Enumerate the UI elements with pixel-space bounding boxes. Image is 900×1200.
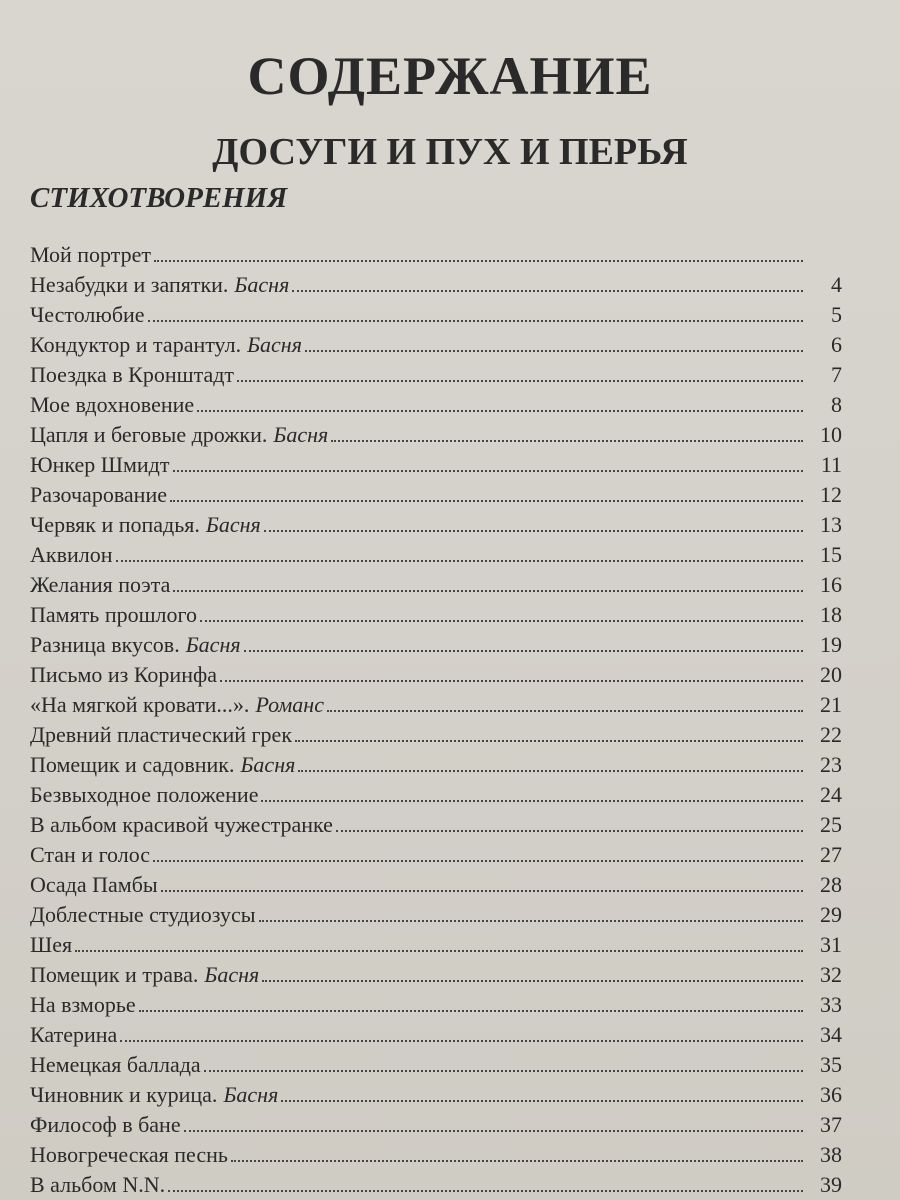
toc-entry-title: Цапля и беговые дрожки. (30, 422, 268, 447)
dot-leader (168, 1190, 803, 1192)
toc-entry-page-number: 7 (831, 362, 842, 387)
toc-entry-title: На взморье (30, 992, 136, 1017)
toc-entry (30, 268, 842, 298)
dot-leader (161, 890, 803, 892)
dot-leader (197, 410, 803, 412)
toc-entry-title: Честолюбие (30, 302, 145, 327)
toc-entry-genre: Басня (234, 272, 290, 297)
dot-leader (262, 980, 803, 982)
dot-leader (170, 500, 803, 502)
toc-entry-page-number: 31 (820, 932, 842, 957)
toc-entry-title: Философ в бане (30, 1112, 181, 1137)
toc-entry-page-number: 19 (820, 632, 842, 657)
toc-entry-page-number: 11 (820, 452, 842, 477)
dot-leader (295, 740, 803, 742)
toc-entry (30, 1108, 842, 1138)
toc-entry (30, 868, 842, 898)
toc-entry-page-number: 8 (831, 392, 842, 417)
toc-entry-page-number: 16 (820, 572, 842, 597)
toc-entry-page-number: 10 (820, 422, 842, 447)
toc-entry-genre: Басня (185, 632, 241, 657)
toc-entry-title: Письмо из Коринфа (30, 662, 217, 687)
toc-entry-page-number: 6 (831, 332, 842, 357)
toc-entry-title: «На мягкой кровати...». (30, 692, 250, 717)
toc-entry-title: Шея (30, 932, 73, 957)
toc-entry-page-number: 37 (820, 1112, 842, 1137)
toc-entry-title: Кондуктор и тарантул. (30, 332, 242, 357)
toc-entry (30, 988, 842, 1018)
dot-leader (237, 380, 803, 382)
toc-entry (30, 658, 842, 688)
toc-entry-genre: Басня (273, 422, 329, 447)
dot-leader (336, 830, 803, 832)
toc-entry-title: Немецкая баллада (30, 1052, 201, 1077)
dot-leader (148, 320, 803, 322)
toc-entry (30, 778, 842, 808)
toc-entry-page-number: 5 (831, 302, 842, 327)
toc-entry-page-number: 33 (820, 992, 842, 1017)
toc-entry-title: В альбом красивой чужестранке (30, 812, 333, 837)
toc-entry-title: Юнкер Шмидт (30, 452, 170, 477)
toc-entry-title: Помещик и садовник. (30, 752, 235, 777)
toc-entry-title: Осада Памбы (30, 872, 158, 897)
dot-leader (298, 770, 803, 772)
toc-entry-page-number: 32 (820, 962, 842, 987)
dot-leader (220, 680, 803, 682)
toc-entry-page-number: 35 (820, 1052, 842, 1077)
toc-entry-page-number: 18 (820, 602, 842, 627)
toc-entry (30, 808, 842, 838)
toc-entry (30, 328, 842, 358)
toc-entry-title: Мой портрет (30, 242, 152, 267)
toc-entry-page-number: 34 (820, 1022, 842, 1047)
toc-entry-page-number: 27 (820, 842, 842, 867)
toc-entry-page-number: 12 (820, 482, 842, 507)
toc-entry-title: Чиновник и курица. (30, 1082, 218, 1107)
toc-entry (30, 1018, 842, 1048)
toc-entry (30, 928, 842, 958)
dot-leader (281, 1100, 803, 1102)
toc-entry-title: Катерина (30, 1022, 118, 1047)
dot-leader (116, 560, 804, 562)
toc-entry-title: Мое вдохновение (30, 392, 195, 417)
dot-leader (200, 620, 803, 622)
toc-entry-genre: Басня (247, 332, 302, 357)
toc-entry-title: Помещик и трава. (30, 962, 199, 987)
toc-entry-genre: Басня (223, 1082, 279, 1107)
dot-leader (261, 800, 803, 802)
toc-entry-title: Стан и голос (30, 842, 151, 867)
toc-entry-page-number: 28 (820, 872, 842, 897)
dot-leader (244, 650, 803, 652)
toc-entry-page-number: 22 (820, 722, 842, 747)
toc-entry-genre: Романс (255, 692, 324, 717)
toc-entry-page-number: 20 (820, 662, 842, 687)
dot-leader (327, 710, 803, 712)
table-of-contents (30, 238, 842, 1198)
toc-entry-genre: Басня (205, 512, 261, 537)
toc-entry (30, 718, 842, 748)
toc-entry-title: Желания поэта (30, 572, 171, 597)
dot-leader (204, 1070, 803, 1072)
toc-entry-title: Разница вкусов. (30, 632, 180, 657)
toc-entry (30, 1078, 842, 1108)
toc-entry-page-number: 38 (820, 1142, 842, 1167)
toc-entry-genre: Басня (204, 962, 260, 987)
toc-entry-page-number: 23 (820, 752, 842, 777)
toc-entry (30, 418, 842, 448)
toc-entry (30, 1048, 842, 1078)
toc-entry-page-number: 21 (820, 692, 842, 717)
toc-entry-title: Поездка в Кронштадт (30, 362, 235, 387)
toc-entry (30, 688, 842, 718)
toc-entry-title: Безвыходное положение (30, 782, 259, 807)
section-heading: ДОСУГИ И ПУХ И ПЕРЬЯ (212, 131, 688, 173)
toc-entry-page-number: 39 (820, 1172, 842, 1197)
toc-entry (30, 748, 842, 778)
toc-entry (30, 898, 842, 928)
toc-entry-title: Память прошлого (30, 602, 198, 627)
toc-entry (30, 838, 842, 868)
toc-entry-title: Аквилон (30, 542, 113, 567)
toc-entry-page-number: 36 (820, 1082, 842, 1107)
page-title: СОДЕРЖАНИЕ (247, 46, 653, 106)
toc-entry (30, 388, 842, 418)
toc-entry (30, 448, 842, 478)
toc-entry-title: Червяк и попадья. (30, 512, 200, 537)
toc-entry (30, 238, 842, 268)
toc-entry-title: Древний пластический грек (30, 722, 293, 747)
dot-leader (153, 860, 803, 862)
toc-entry (30, 628, 842, 658)
dot-leader (154, 260, 803, 262)
dot-leader (184, 1130, 803, 1132)
toc-entry (30, 958, 842, 988)
toc-entry-page-number: 24 (820, 782, 842, 807)
toc-entry-title: Разочарование (30, 482, 167, 507)
toc-entry-genre: Басня (240, 752, 296, 777)
toc-entry-page-number: 15 (820, 542, 842, 567)
toc-entry (30, 1168, 842, 1198)
toc-entry-page-number: 29 (820, 902, 842, 927)
subsection-heading: СТИХОТВОРЕНИЯ (30, 182, 288, 214)
toc-entry-title: Незабудки и запятки. (30, 272, 229, 297)
toc-entry (30, 568, 842, 598)
dot-leader (173, 590, 803, 592)
toc-entry (30, 478, 842, 508)
dot-leader (173, 470, 804, 472)
dot-leader (231, 1160, 803, 1162)
dot-leader (120, 1040, 803, 1042)
toc-entry-title: В альбом N.N. (30, 1172, 166, 1197)
toc-entry-page-number: 4 (831, 272, 842, 297)
toc-entry-title: Доблестные студиозусы (30, 902, 256, 927)
dot-leader (139, 1010, 803, 1012)
toc-entry-page-number: 13 (820, 512, 842, 537)
toc-entry (30, 598, 842, 628)
toc-entry (30, 508, 842, 538)
dot-leader (264, 530, 803, 532)
dot-leader (292, 290, 803, 292)
toc-entry (30, 298, 842, 328)
dot-leader (305, 350, 803, 352)
toc-entry-title: Новогреческая песнь (30, 1142, 228, 1167)
dot-leader (331, 440, 803, 442)
toc-entry (30, 1138, 842, 1168)
dot-leader (259, 920, 803, 922)
toc-entry (30, 538, 842, 568)
toc-entry-page-number: 25 (820, 812, 842, 837)
dot-leader (75, 950, 803, 952)
toc-entry (30, 358, 842, 388)
